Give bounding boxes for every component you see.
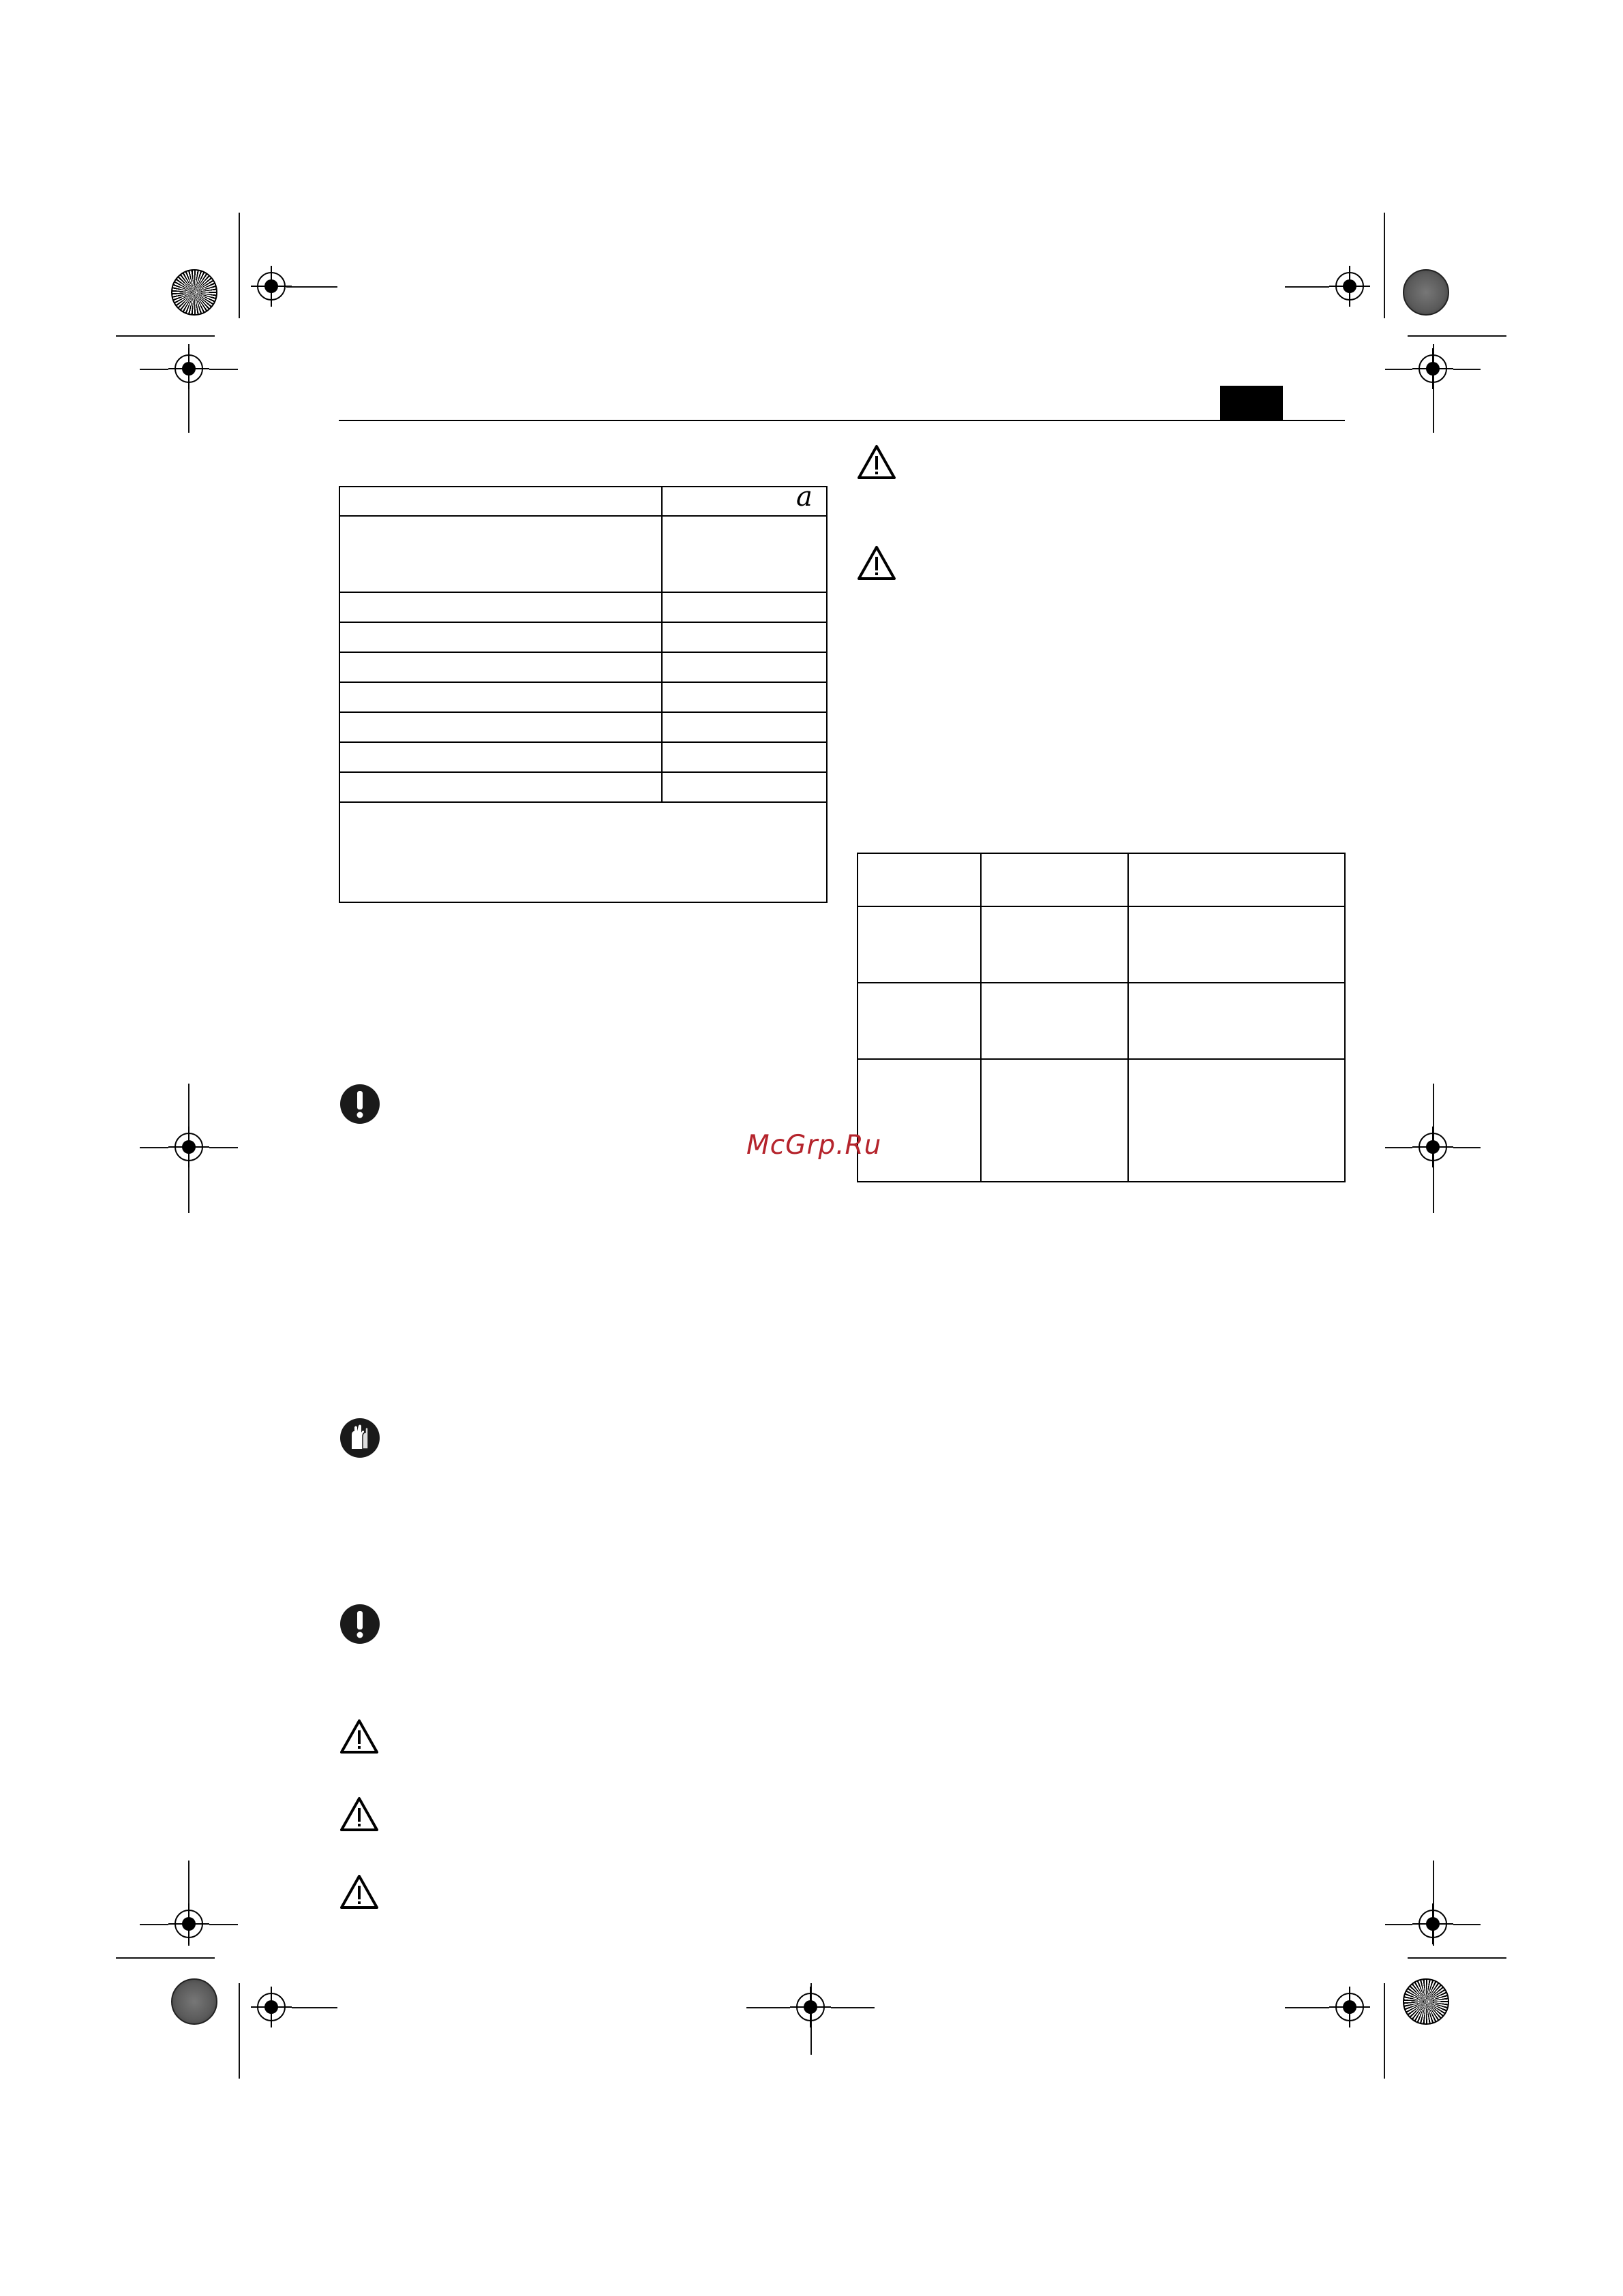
registration-mark-icon <box>1329 266 1370 307</box>
registration-mark-icon <box>790 1987 831 2027</box>
star-target-icon <box>1403 1978 1449 2025</box>
left-table <box>339 486 828 903</box>
warning-triangle-icon <box>339 1719 379 1754</box>
language-tab <box>1220 386 1283 420</box>
grey-target-icon <box>171 1978 217 2025</box>
table-header-symbol: a <box>796 481 813 512</box>
registration-mark-icon <box>1412 1903 1453 1944</box>
right-table <box>857 853 1346 1182</box>
exclamation-circle-icon <box>339 1604 380 1644</box>
grey-target-icon <box>1403 269 1449 316</box>
header-rule <box>339 420 1345 421</box>
registration-mark-icon <box>1329 1987 1370 2027</box>
watermark: McGrp.Ru <box>746 1130 882 1161</box>
registration-mark-icon <box>251 1987 292 2027</box>
star-target-icon <box>171 269 217 316</box>
registration-mark-icon <box>168 1127 209 1167</box>
warning-triangle-icon <box>339 1874 379 1910</box>
warning-triangle-icon <box>857 545 896 581</box>
protective-gloves-icon <box>339 1418 380 1458</box>
registration-mark-icon <box>1412 348 1453 389</box>
exclamation-circle-icon <box>339 1084 380 1124</box>
registration-mark-icon <box>168 348 209 389</box>
registration-mark-icon <box>251 266 292 307</box>
registration-mark-icon <box>1412 1127 1453 1167</box>
warning-triangle-icon <box>857 444 896 480</box>
warning-triangle-icon <box>339 1796 379 1832</box>
registration-mark-icon <box>168 1903 209 1944</box>
